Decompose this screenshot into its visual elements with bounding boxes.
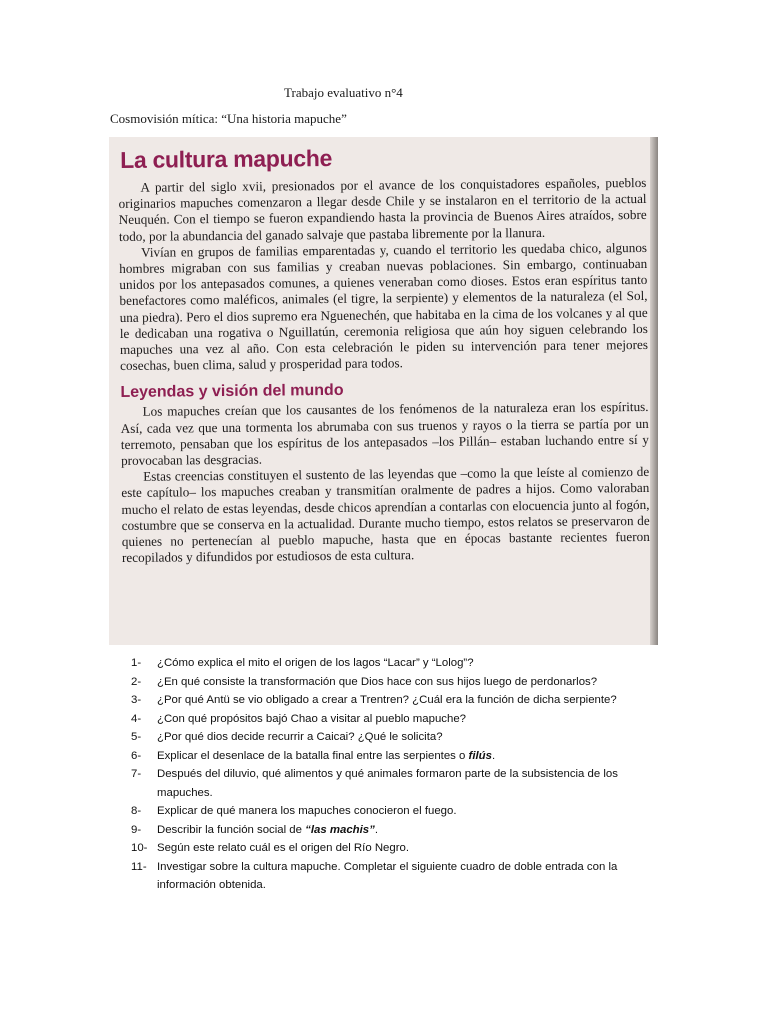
question-item bbox=[131, 728, 661, 747]
question-text-wrap bbox=[157, 747, 661, 766]
question-number: 4- bbox=[131, 712, 142, 725]
document-subtitle: Cosmovisión mítica: “Una historia mapuche” bbox=[110, 111, 347, 126]
question-text: Después del diluvio, qué alimentos y qué animales formaron parte de la subsistencia de los mapuches. bbox=[157, 768, 618, 799]
paragraph: A partir del siglo xvii, presionados por el avance de los conquistadores españoles, pueblos originarios mapuches comenzaron a llegar desde Chile y se instalaron en el territorio de la actual Neuquén. Con el tiempo se fueron expandiendo hasta la provincia de Buenos Aires atraídos, sobre todo, por la abundancia del ganado salvaje que pastaba libremente por la llanura. bbox=[118, 174, 647, 244]
question-number: 11- bbox=[131, 860, 147, 873]
question-text: Describir la función social de bbox=[157, 823, 306, 836]
question-text: Explicar de qué manera los mapuches conocieron el fuego. bbox=[157, 805, 457, 817]
question-list bbox=[131, 654, 661, 895]
scan-edge-shadow bbox=[650, 137, 658, 645]
question-tail: . bbox=[491, 749, 496, 762]
question-number: 10- bbox=[131, 842, 148, 854]
section-subtitle: Leyendas y visión del mundo bbox=[120, 382, 344, 402]
question-text-wrap bbox=[157, 821, 661, 840]
question-item bbox=[131, 858, 661, 895]
section-title: La cultura mapuche bbox=[120, 144, 333, 173]
paragraph: Los mapuches creían que los causantes de los fenómenos de la naturaleza eran los espíritus. Así, cada vez que una tormenta los abrumaba con sus truenos y rayos o la tierra se partía por un terremoto, pensaban que los espíritus de los antepasados –los Pillán– estaban luchando entre sí y provocaban las desgracias. bbox=[120, 399, 649, 469]
scan-content bbox=[118, 138, 650, 567]
question-item bbox=[131, 673, 661, 692]
question-item bbox=[131, 765, 661, 802]
question-number: 6- bbox=[131, 749, 142, 762]
question-item bbox=[131, 821, 661, 840]
question-item bbox=[131, 802, 661, 821]
question-number: 3- bbox=[131, 694, 142, 706]
paragraph: Estas creencias constituyen el sustento de las leyendas que –como la que leíste al comienzo de este capítulo– los mapuches creaban y transmitían oralmente de padres a hijos. Como valoraban mucho el relato de estas leyendas, desde chicos aprendían a contarlas con elocuencia junto al fogón, costumbre que se conserva en la actualidad. Durante mucho tiempo, estos relatos se preservaron de quienes no pertenecían al pueblo mapuche, hasta que en épocas bastante recientes fueron recopilados y difundidos por estudiosos de esta cultura. bbox=[121, 464, 650, 566]
question-number: 8- bbox=[131, 805, 142, 817]
question-text: Investigar sobre la cultura mapuche. Completar el siguiente cuadro de doble entrada con la información obtenida. bbox=[157, 860, 618, 891]
question-text: ¿Por qué dios decide recurrir a Caicai? ¿Qué le solicita? bbox=[157, 731, 443, 743]
question-item bbox=[131, 839, 661, 858]
question-text: Según este relato cuál es el origen del Río Negro. bbox=[157, 842, 410, 854]
question-item bbox=[131, 710, 661, 729]
question-text: ¿Por qué Antü se vio obligado a crear a Trentren? ¿Cuál era la función de dicha serpiente? bbox=[157, 694, 617, 706]
question-item bbox=[131, 654, 661, 673]
question-text: ¿En qué consiste la transformación que Dios hace con sus hijos luego de perdonarlos? bbox=[157, 675, 598, 688]
document-title: Trabajo evaluativo n°4 bbox=[284, 85, 403, 100]
question-number: 5- bbox=[131, 731, 142, 743]
question-number: 2- bbox=[131, 675, 142, 688]
question-number: 9- bbox=[131, 823, 142, 836]
question-text: Explicar el desenlace de la batalla final entre las serpientes o bbox=[157, 749, 469, 762]
question-number: 1- bbox=[131, 657, 142, 669]
question-emphasis: filús bbox=[468, 749, 492, 762]
question-tail: . bbox=[374, 823, 378, 836]
paragraph: Vivían en grupos de familias emparentadas y, cuando el territorio les quedaba chico, algunos hombres migraban con sus familias y creaban nuevas poblaciones. Sin embargo, continuaban unidos por los antepasados comunes, a quienes veneraban como dioses. Estos eran espíritus tanto benefactores como maléficos, animales (el tigre, la serpiente) y elementos de la naturaleza (el Sol, una piedra). Pero el dios supremo era Nguenechén, que habitaba en la cima de los volcanes y al que le dedicaban una rogativa o Nguillatún, ceremonia religiosa que aún hoy siguen celebrando los mapuches una vez al año. Con esta celebración le piden su intervención para tener mejores cosechas, buen clima, salud y prosperidad para todos. bbox=[119, 239, 649, 374]
question-text: ¿Cómo explica el mito el origen de los lagos “Lacar” y “Lolog”? bbox=[157, 657, 474, 669]
question-number: 7- bbox=[131, 768, 142, 780]
question-item bbox=[131, 691, 661, 710]
scanned-textbook-page bbox=[109, 137, 658, 645]
question-item bbox=[131, 747, 661, 766]
question-emphasis: “las machis” bbox=[305, 823, 375, 836]
question-text: ¿Con qué propósitos bajó Chao a visitar al pueblo mapuche? bbox=[157, 712, 467, 725]
